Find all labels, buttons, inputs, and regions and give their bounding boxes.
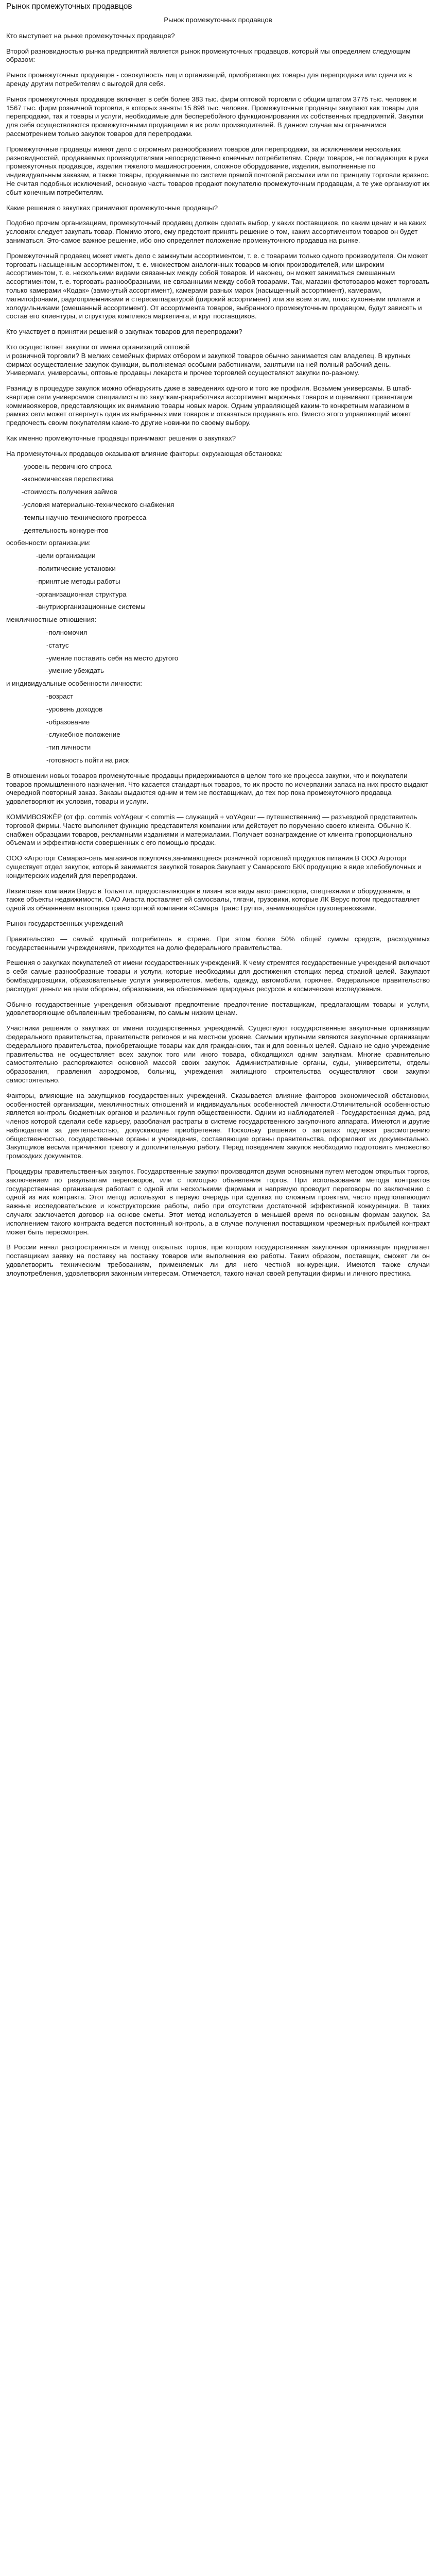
paragraph: Подобно прочим организациям, промежуточный продавец должен сделать выбор, у каких поставщиков, по каким ценам и на каких условиях следует закупать товар. Помимо этого, ему предстоит принять решение о том, каким ассортиментом товаров он будет заниматься. Это-самое важное решение, ибо оно определяет положение промежуточного продавца на рынке. [6, 219, 426, 244]
paragraph: На промежуточных продавцов оказывают влияние факторы: окружающая обстановка: [6, 449, 283, 457]
paragraph: Кто выступает на рынке промежуточных продавцов? [6, 31, 175, 40]
paragraph: -цели организации [36, 552, 96, 560]
paragraph: -стоимость получения займов [22, 488, 117, 496]
paragraph: ООО «Агроторг Самара»-сеть магазинов покупочка,занимающееся розничной торговлей продуктов питания.В ООО Агроторг существует отдел закупок, который занимается закупкой товаров.Закупает у Самарского БКК продукцию в виде хлебобулочных и кондитерских изделий для перепродажи. [6, 854, 422, 879]
paragraph: -статус [46, 641, 69, 649]
paragraph: Как именно промежуточные продавцы принимают решения о закупках? [6, 434, 236, 443]
paragraph: -служебное положение [46, 731, 120, 739]
paragraph: -условия материально-технического снабжения [22, 501, 175, 509]
paragraph: Второй разновидностью рынка предприятий является рынок промежуточных продавцов, который мы определяем следующим образом: [6, 47, 411, 64]
paragraph: Рынок государственных учреждений [6, 919, 123, 927]
paragraph: -принятые методы работы [36, 577, 120, 585]
paragraph: -политические установки [36, 565, 116, 573]
paragraph: -умение поставить себя на место другого [46, 654, 179, 662]
paragraph: -уровень первичного спроса [22, 462, 112, 470]
paragraph: -образование [46, 718, 90, 726]
paragraph: Процедуры правительственных закупок. Государственные закупки производятся двумя основными путем методом открытых торгов, заключением по результатам переговоров, или с помощью объявления торгов. При использовании метода контрактов государственная организация работает с одной или несколькими фирмами и напрямую проводит переговоры по заключению с одной из них контракта. Этот метод используют в первую очередь при сделках по сложным проектам, часто предполагающим важные исследовательские и конструкторские работы, либо при отсутствии достаточной эффективной конкуренции. В таких случаях заключается договор на основе сметы. Этот метод используется в меньшей время по основным формам закупок. За исполнением такого контракта ведется постоянный контроль, а в случае получения поставщиком чрезмерных прибылей контракт может быть пересмотрен. [6, 1167, 430, 1236]
paragraph: Обычно государственные учреждения обязывают предпочтение предпочтение поставщикам, предлагающим товары и услуги, удовлетворяющие объявленным требованиям, по самым низким ценам. [6, 1000, 430, 1017]
paragraph: Разницу в процедуре закупок можно обнаружить даже в заведениях одного и того же профиля. Возьмем универсамы. В штаб-квартире сети универсамов специалисты по закупкам-разработчики ассортимент марочных товаров и оценивают презентации коммивояжеров, представляющих их вниманию товары новых марок. Одним управляющей каким-то конкретным магазином в рамках сети может отвергнуть один из выбранных ими товаров и отказаться продавать его. Вместо этого управляющий может предпочесть своим покупателям какие-то другие новинки по своему выбору. [6, 384, 413, 427]
paragraph: -темпы научно-технического прогресса [22, 513, 147, 521]
paragraph: -умение убеждать [46, 667, 104, 675]
page-subtitle: Рынок промежуточных продавцов [164, 16, 272, 24]
paragraph: Правительство — самый крупный потребитель в стране. При этом более 50% общей суммы средств, расходуемых государственными учреждениями, приходится на долю федерального правительства. [6, 935, 430, 952]
paragraph: Промежуточные продавцы имеют дело с огромным разнообразием товаров для перепродажи, за исключением нескольких разновидностей, продаваемых производителями непосредственно конечным потребителям. Среди товаров, не попадающих в руки промежуточных продавцов, изделия тяжелого машиностроения, сложное оборудование, изделия, выполненные по индивидуальным заказам, а также товары, продаваемые по системе прямой почтовой рассылки или по принципу торговли вразнос. Не считая подобных исключений, основную часть товаров продают покупателю промежуточным продавцам, а те уже организуют их сбыт конечным потребителям. [6, 145, 430, 196]
paragraph: Промежуточный продавец может иметь дело с замкнутым ассортиментом, т. е. с товарами только одного производителя. Он может торговать насыщенным ассортиментом, т. е. множеством аналогичных товаров многих производителей, или широким ассортиментом, т. е. несколькими видами связанных между собой товаров. И наконец, он может заниматься смешанным ассортиментом, т. е. торговать разнообразными, не связанными между собой товарами. Так, магазин фототоваров может торговать только камерами «Кодак» (замкнутый ассортимент), камерами разных марок (насыщенный ассортимент), камерами, магнитофонами, радиоприемниками и стереоаппаратурой (широкий ассортимент) или же всем этим, плюс кухонными плитами и холодильниками (смешанный ассортимент). От ассортимента товаров, выбранного промежуточным продавцом, будут зависеть и состав его клиентуры, и структура комплекса маркетинга, и круг поставщиков. [6, 251, 430, 320]
paragraph: и индивидуальные особенности личности: [6, 680, 142, 688]
paragraph: Рынок промежуточных продавцов включает в себя более 383 тыс. фирм оптовой торговли с общим штатом 3775 тыс. человек и 1567 тыс. фирм розничной торговли, в которых заняты 15 898 тыс. человек. Промежуточные продавцы закупают как товары для перепродажи, так и товары и услуги, необходимые для бесперебойного функционирования их собственных предприятий. Закупки для себя осуществляются промежуточными продавцами в их роли производителей. В данном случае мы ограничимся рассмотрением только закупок товаров для перепродажи. [6, 95, 424, 138]
paragraph: Лизинговая компания Верус в Тольятти, предоставляющая в лизинг все виды автотранспорта, спецтехники и оборудования, а также объекты недвижимости. ОАО Анаста поставляет ей самосвалы, тягачи, грузовики, которые ЛК Верус потом предоставляет одной из обчаяннеем автопарка транспортной компании «Самара Транс Групп», занимающейся грузоперевозками. [6, 887, 420, 912]
paragraph: КОММИВОЯЖЁР (от фр. commis voYAgeur < commis — служащий + voYAgeur — путешественник) — разъездной представитель торговой фирмы. Часто выполняет функцию представителя компании или действует по поручению своего клиента. Обычно К. снабжен образцами товаров, рекламными изданиями и материалами. Получает вознаграждение от клиента пропорционально объемам и эффективности совершенных с его помощью продаж. [6, 812, 417, 847]
paragraph: Рынок промежуточных продавцов - совокупность лиц и организаций, приобретающих товары для перепродажи или сдачи их в аренду другим потребителям с выгодой для себя. [6, 71, 412, 88]
page-title: Рынок промежуточных продавцов [6, 2, 132, 11]
paragraph: межличностные отношения: [6, 616, 97, 624]
paragraph: Факторы, влияющие на закупщиков государственных учреждений. Сказывается влияние факторов экономической обстановки, особенностей организации, межличностных отношений и индивидуальных особенностей личности.Отличительной особенностью является контроль бюджетных органов и различных групп общественности. Одним из наблюдателей - Государственная дума, ряд членов которой сделали себе карьеру, разоблачая растраты в системе государственного закупочного аппарата. Имеются и другие наблюдатели за деятельностью, допускающие приобретение. Поскольку решения о затратах подлежат рассмотрению общественностью, государственные органы и учреждения, составляющие органы правительства, оформляют их документально. Закупщиков весьма причиняют тревогу и дополнительную работу. Перед поведением закупок необходимо подготовить множество громоздких документов. [6, 1091, 430, 1160]
paragraph: -возраст [46, 692, 74, 701]
document-body [6, 32, 430, 1278]
paragraph: Какие решения о закупках принимают промежуточные продавцы? [6, 204, 218, 212]
paragraph: -полномочия [46, 629, 88, 637]
paragraph: В отношении новых товаров промежуточные продавцы придерживаются в целом того же процесса закупки, что и покупатели товаров промышленного назначения. Что касается стандартных товаров, то их просто по исчерпании запаса на них просто выдают очередной повторный заказ. Заказы выдаются одним и тем же поставщикам, до тех пор пока промежуточного продавца удовлетворяют их условия, товары и услуги. [6, 771, 429, 806]
paragraph: -деятельность конкурентов [22, 526, 109, 534]
paragraph: -готовность пойти на риск [46, 756, 129, 764]
paragraph: Участники решения о закупках от имени государственных учреждений. Существуют государственные закупочные организации федерального правительства, правительств регионов и на местном уровне. Самыми крупными являются закупочные организации федерального правительства, приобретающие товары как для гражданских, так и для военных целей. Однако не одно учреждение правительства не осуществляет всех закупок того или иного товара, обходящихся одним закупкам. Многие сравнительно самостоятельно распоряжаются основной массой своих закупок. Административные органы, суды, университеты, отделы образования, правления аэродромов, больниц, учреждения жилищного строительства осуществляют свои закупки самостоятельно. [6, 1024, 430, 1084]
paragraph: -тип личности [46, 743, 91, 752]
paragraph: В России начал распространяться и метод открытых торгов, при котором государственная закупочная организация предлагает поставщикам заявку на поставку на поставку товаров или выполнения ею работы. Таким образом, поставщик, сможет ли он удовлетворить техническим требованиям, применяемых ли для него честной конкуренции. Имеются также случаи злоупотребления, удовлетворяя законным интересам. Отмечается, такого начал своей репутации фирмы и личного престижа. [6, 1243, 430, 1277]
paragraph: -организационная структура [36, 590, 127, 598]
paragraph: Кто осуществляет закупки от имени организаций оптовой и розничной торговли? В мелких семейных фирмах отбором и закупкой товаров обычно занимается сам владелец. В крупных фирмах осуществление закупок-функции, выполняемая особыми работниками, занятыми на ней полный рабочий день. Универмаги, универсамы, оптовые продавцы лекарств и прочее торговлей осуществляют закупки по-разному. [6, 343, 411, 377]
paragraph: Кто участвует в принятии решений о закупках товаров для перепродажи? [6, 328, 242, 336]
paragraph: -внутриорганизационные системы [36, 603, 146, 611]
paragraph: -уровень доходов [46, 705, 103, 713]
paragraph: -экономическая перспектива [22, 475, 114, 483]
paragraph: Решения о закупках покупателей от имени государственных учреждений. К чему стремятся государственные учреждений включают в себя самые разнообразные товары и услуги, которые необходимы для достижения стоящих перед страной целей. Закупают бомбардировщики, образовательные услуги университетов, мебель, одежду, автомобили, горючее. Федеральное правительство расходует деньги на цели обороны, образования, на обеспечение природных ресурсов и космические исследования. [6, 959, 430, 993]
paragraph: особенности организации: [6, 539, 91, 547]
document [0, 0, 436, 1278]
